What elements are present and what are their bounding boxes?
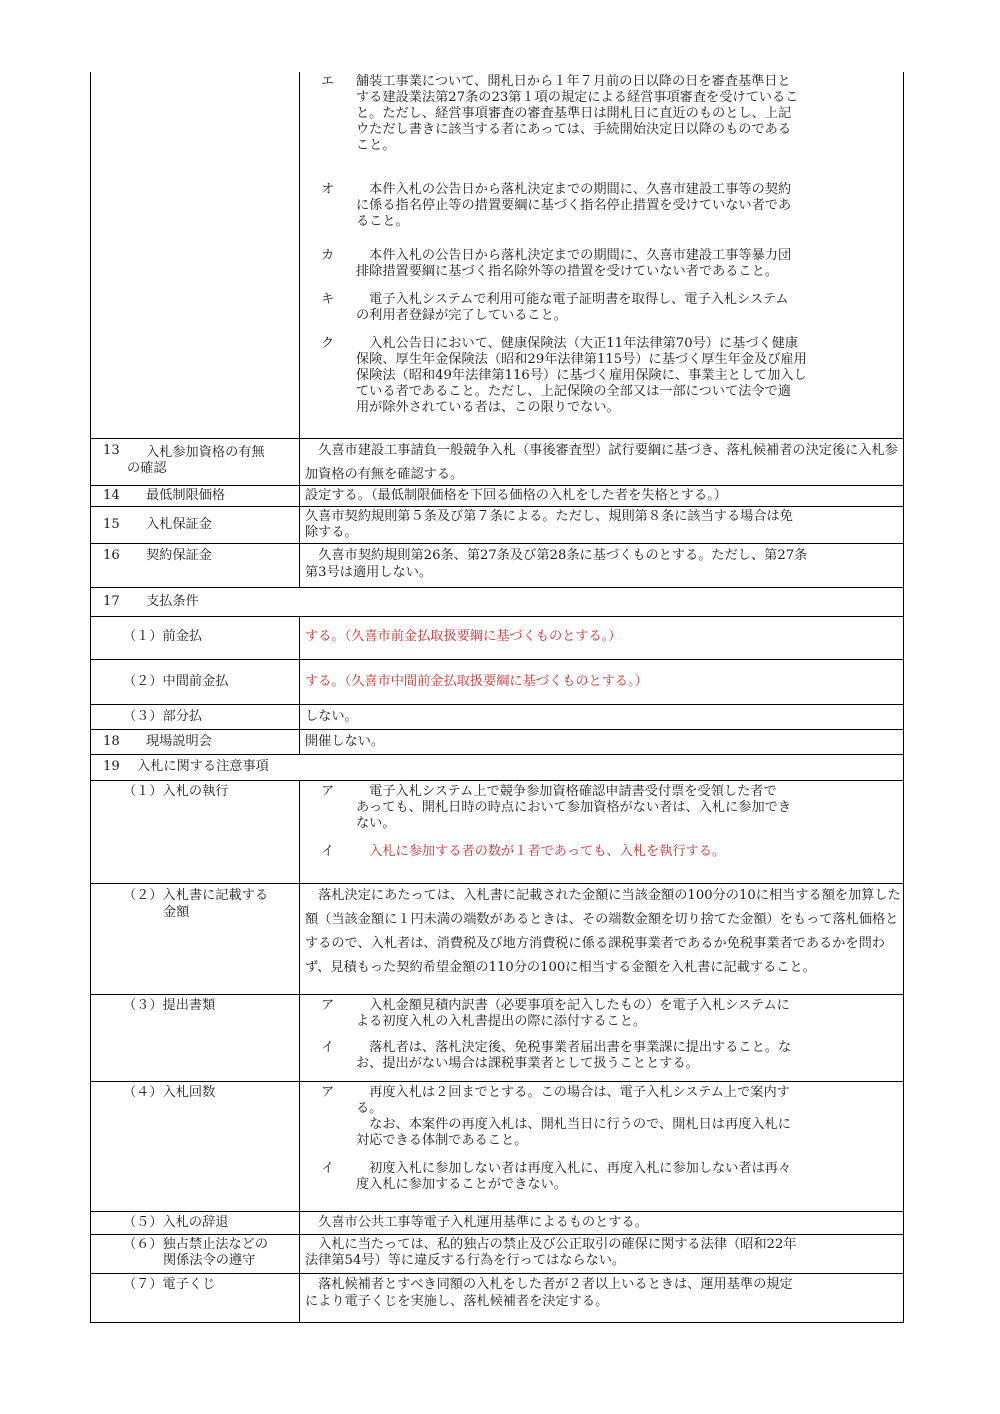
table-row-19-6 [91, 1234, 903, 1273]
table-row-12-continued [91, 72, 903, 438]
content-cell [301, 486, 903, 506]
sub-label-line1: （６）独占禁止法などの [123, 1237, 269, 1252]
item-a-line4: 対応できる体制であること。 [356, 1133, 528, 1148]
item-e-line5: こと。 [356, 138, 396, 153]
section-number: 18 [103, 734, 120, 749]
label-cell [91, 544, 300, 587]
section-label-line1: 入札参加資格の有無 [146, 445, 265, 460]
label-cell [91, 439, 300, 485]
table-row-19-5 [91, 1211, 903, 1234]
sub-label: （１）入札の執行 [123, 784, 229, 799]
section-19-7-line1: 落札候補者とすべき同額の入札をした者が２者以上いるときは、運用基準の規定 [305, 1277, 793, 1292]
table-row-13 [91, 438, 903, 485]
content-cell [301, 544, 903, 587]
section-label: 契約保証金 [146, 548, 212, 563]
table-row-16 [91, 543, 903, 587]
section-label: 支払条件 [146, 594, 199, 609]
sub-text: しない。 [305, 709, 358, 724]
table-row-17-2 [91, 659, 903, 704]
section-number: 16 [103, 548, 120, 563]
item-mark: キ [321, 292, 335, 307]
content-cell [301, 995, 903, 1081]
label-cell [91, 995, 300, 1081]
content-cell [301, 660, 903, 704]
section-19-7-line2: により電子くじを実施し、落札候補者を決定する。 [305, 1294, 609, 1309]
item-mark: カ [321, 248, 335, 263]
label-cell [91, 781, 300, 883]
content-cell [301, 781, 903, 883]
section-15-line1: 久喜市契約規則第５条及び第７条による。ただし、規則第８条に該当する場合は免 [305, 509, 793, 524]
item-mark: エ [321, 74, 335, 89]
content-cell [301, 507, 903, 543]
section-19-6-line2: 法律第54号）等に違反する行為を行ってはならない。 [305, 1253, 626, 1268]
table-row-18 [91, 729, 903, 754]
table-row-17-3 [91, 704, 903, 729]
label-cell [91, 660, 300, 704]
item-b-line2: 度入札に参加することができない。 [356, 1177, 567, 1192]
content-cell [301, 439, 903, 485]
table-row-19-2 [91, 883, 903, 994]
label-cell [91, 1212, 300, 1234]
label-cell [91, 705, 300, 729]
item-o-line3: ること。 [356, 214, 409, 229]
content-cell [301, 72, 903, 438]
section-number: 19 [103, 759, 120, 774]
label-cell [91, 884, 300, 994]
table-row-19-4 [91, 1081, 903, 1211]
section-19-6-line1: 入札に当たっては、私的独占の禁止及び公正取引の確保に関する法律（昭和22年 [305, 1237, 797, 1252]
label-cell [91, 1082, 300, 1211]
section-number: 14 [103, 488, 120, 503]
sub-label: （５）入札の辞退 [123, 1215, 229, 1230]
item-a-line2: る。 [356, 1101, 383, 1116]
item-o-line1: 本件入札の公告日から落札決定までの期間に、久喜市建設工事等の契約 [356, 182, 792, 197]
item-mark: ク [321, 336, 335, 351]
section-label: 現場説明会 [146, 734, 212, 749]
content-cell [301, 730, 903, 754]
section-16-line2: 第3号は適用しない。 [305, 565, 433, 580]
table-row-17-1 [91, 616, 903, 659]
item-mark: ア [321, 1085, 335, 1100]
table-row-19-3 [91, 994, 903, 1081]
sub-label-line2: 金額 [163, 905, 190, 920]
content-cell [301, 1082, 903, 1211]
label-cell [91, 1274, 300, 1322]
conditions-table [90, 72, 904, 1323]
item-a-line3: ない。 [356, 816, 396, 831]
item-mark: イ [321, 1040, 335, 1055]
item-ku-line3: 保険法（昭和49年法律第116号）に基づく雇用保険に、事業主として加入し [356, 368, 807, 383]
sub-label-line1: （２）入札書に記載する [123, 888, 269, 903]
label-cell [91, 72, 300, 438]
table-row-17 [91, 587, 903, 616]
item-ku-line2: 保険、厚生年金保険法（昭和29年法律第115号）に基づく厚生年金及び雇用 [356, 352, 807, 367]
label-cell [91, 486, 300, 506]
item-b-line1: 初度入札に参加しない者は再度入札に、再度入札に参加しない者は再々 [356, 1161, 792, 1176]
item-b-line1: 入札に参加する者の数が１者であっても、入札を執行する。 [356, 844, 726, 859]
label-cell [91, 1235, 300, 1273]
label-cell [91, 730, 300, 754]
section-19-5-text: 久喜市公共工事等電子入札運用基準によるものとする。 [305, 1215, 648, 1230]
item-ka-line2: 排除措置要綱に基づく指名除外等の措置を受けていない者であること。 [356, 264, 778, 279]
item-ku-line4: ている者であること。ただし、上記保険の全部又は一部について法令で適 [356, 384, 791, 399]
sub-label: （１）前金払 [123, 629, 203, 644]
content-cell [301, 1212, 903, 1234]
item-ki-line1: 電子入札システムで利用可能な電子証明書を取得し、電子入札システム [356, 292, 789, 307]
item-a-line1: 再度入札は２回までとする。この場合は、電子入札システム上で案内す [356, 1085, 790, 1100]
section-label: 入札保証金 [146, 517, 212, 532]
section-number: 17 [103, 594, 120, 609]
table-row-19-7 [91, 1273, 903, 1322]
item-ku-line1: 入札公告日において、健康保険法（大正11年法律第70号）に基づく健康 [356, 336, 799, 351]
sub-label: （３）提出書類 [123, 998, 216, 1013]
section-15-line2: 除する。 [305, 525, 358, 540]
item-e-line1: 舗装工事業について、開札日から１年７月前の日以降の日を審査基準日と [356, 74, 791, 89]
sub-text: する。（久喜市前金払取扱要綱に基づくものとする。） [305, 629, 622, 644]
item-mark: オ [321, 182, 335, 197]
item-b-line2: お、提出がない場合は課税事業者として扱うこととする。 [356, 1056, 699, 1071]
item-a-line1: 電子入札システム上で競争参加資格確認申請書受付票を受領した者で [356, 784, 777, 799]
table-row-14 [91, 485, 903, 506]
section-number: 15 [103, 517, 120, 532]
label-cell [91, 507, 300, 543]
section-13-text: 久喜市建設工事請負一般競争入札（事後審査型）試行要綱に基づき、落札候補者の決定後に入札参加資格の有無を確認する。 [305, 443, 898, 482]
item-ku-line5: 用が除外されている者は、この限りでない。 [356, 400, 620, 415]
item-mark: イ [321, 844, 335, 859]
item-mark: ア [321, 998, 335, 1013]
table-row-19 [91, 754, 903, 780]
sub-label: （７）電子くじ [123, 1277, 216, 1292]
item-a-line1: 入札金額見積内訳書（必要事項を記入したもの）を電子入札システムに [356, 998, 790, 1013]
section-14-text: 設定する。（最低制限価格を下回る価格の入札をした者を失格とする。） [305, 488, 727, 503]
item-e-line4: ウただし書きに該当する者にあっては、手続開始決定日以降のものである [356, 122, 792, 137]
section-18-text: 開催しない。 [305, 734, 385, 749]
item-ka-line1: 本件入札の公告日から落札決定までの期間に、久喜市建設工事等暴力団 [356, 248, 792, 263]
content-cell [301, 705, 903, 729]
item-mark: ア [321, 784, 335, 799]
label-cell [91, 617, 300, 659]
table-row-19-1 [91, 780, 903, 883]
section-number: 13 [103, 443, 120, 458]
sub-label: （３）部分払 [123, 709, 203, 724]
item-b-line1: 落札者は、落札決定後、免税事業者届出書を事業課に提出すること。な [356, 1040, 792, 1055]
item-a-line3: なお、本案件の再度入札は、開札当日に行うので、開札日は再度入札に [356, 1117, 791, 1132]
content-cell [301, 884, 903, 994]
sub-label: （２）中間前金払 [123, 674, 229, 689]
content-cell [301, 1274, 903, 1322]
table-row-15 [91, 506, 903, 543]
item-e-line2: する建設業法第27条の23第１項の規定による経営事項審査を受けているこ [356, 90, 799, 105]
content-cell [301, 1235, 903, 1273]
item-ki-line2: の利用者登録が完了していること。 [356, 308, 567, 323]
item-a-line2: よる初度入札の入札書提出の際に添付すること。 [356, 1014, 647, 1029]
sub-text: する。（久喜市中間前金払取扱要綱に基づくものとする。） [305, 674, 648, 689]
item-a-line2: あっても、開札日時の時点において参加資格がない者は、入札に参加でき [356, 800, 792, 815]
section-label: 入札に関する注意事項 [137, 759, 269, 774]
content-cell [301, 617, 903, 659]
item-e-line3: と。ただし、経営事項審査の審査基準日は開札日に直近のものとし、上記 [356, 106, 792, 121]
section-label: 最低制限価格 [146, 488, 226, 503]
sub-label-line2: 関係法令の遵守 [163, 1253, 256, 1268]
item-o-line2: に係る指名停止等の措置要綱に基づく指名停止措置を受けていない者であ [356, 198, 792, 213]
section-label-line2: の確認 [127, 461, 167, 476]
section-16-line1: 久喜市契約規則第26条、第27条及び第28条に基づくものとする。ただし、第27条 [305, 548, 808, 563]
sub-label: （４）入札回数 [123, 1085, 216, 1100]
item-mark: イ [321, 1161, 335, 1176]
section-19-2-text: 落札決定にあたっては、入札書に記載された金額に当該金額の100分の10に相当する額を加算した額（当該金額に１円未満の端数があるときは、その端数金額を切り捨てた金額）をもって落札価格とするので、入札者は、消費税及び地方消費税に係る課税事業者であるか免税事業者であるかを問わず、見積もった契約希望金額の110分の100に相当する金額を入札書に記載すること。 [305, 888, 901, 975]
